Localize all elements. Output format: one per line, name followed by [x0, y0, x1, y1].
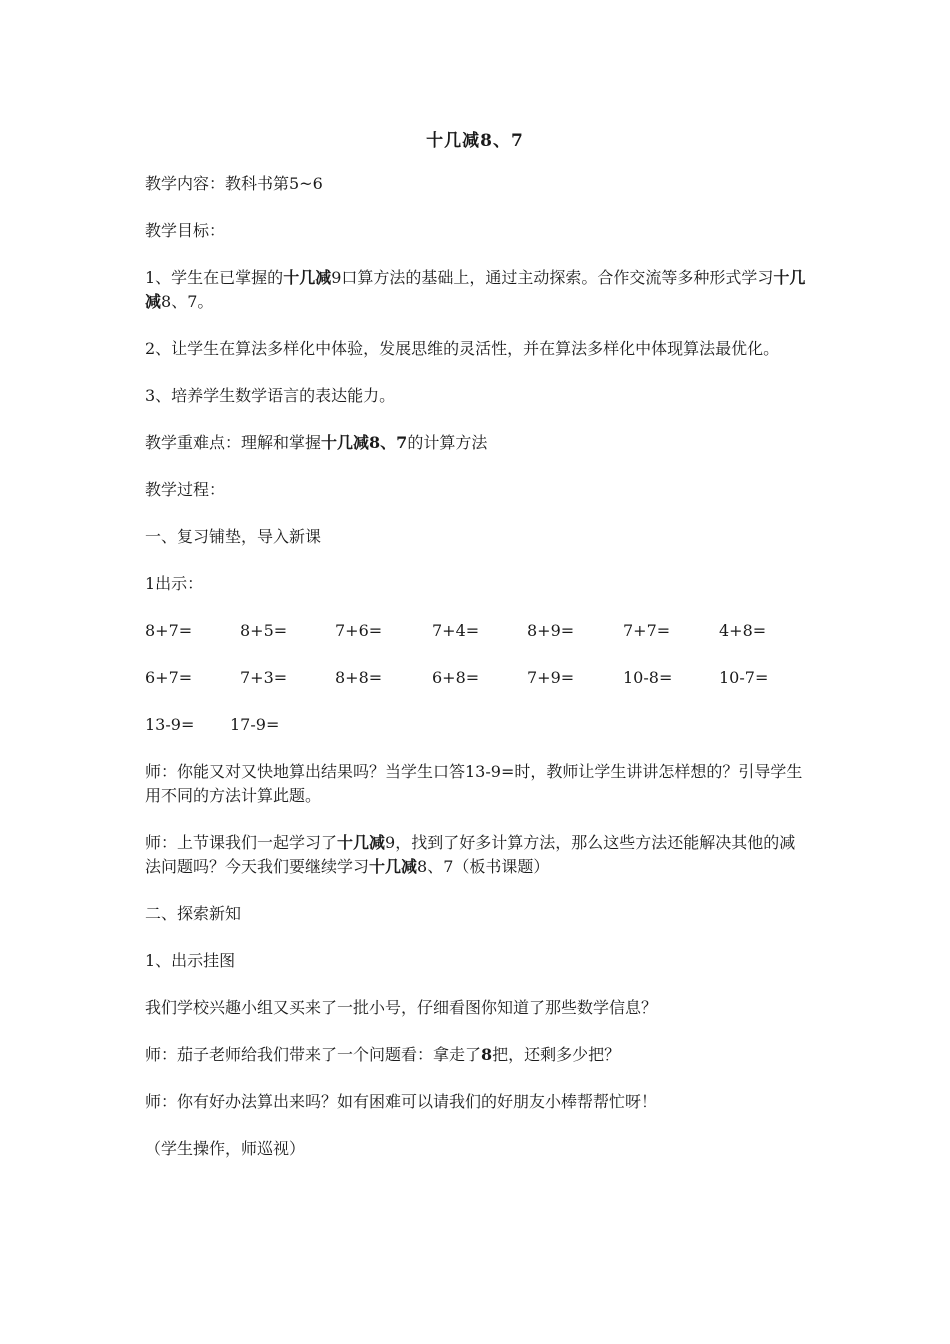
exercise: 7+7= — [623, 621, 671, 640]
section-2-heading: 二、探索新知 — [145, 904, 242, 923]
teacher-line-1: 师：你能又对又快地算出结果吗？当学生口答13-9=时，教师让学生讲讲怎样想的？引导学生用不同的方法计算此题。 — [145, 762, 803, 805]
question-1: 我们学校兴趣小组又买来了一批小号，仔细看图你知道了那些数学信息？ — [145, 998, 658, 1017]
key-points: 教学重难点：理解和掌握十几减8、7的计算方法 — [145, 433, 488, 452]
goal-2: 2、让学生在算法多样化中体验，发展思维的灵活性，并在算法多样化中体现算法最优化。 — [145, 339, 780, 358]
goal-1: 1、学生在已掌握的十几减9口算方法的基础上，通过主动探索。合作交流等多种形式学习十几减8、7。 — [145, 268, 806, 311]
step-1: 1、出示挂图 — [145, 951, 236, 970]
exercise: 8+7= — [145, 621, 193, 640]
exercise-row-1 — [145, 619, 810, 643]
exercise-row-2 — [145, 666, 810, 690]
exercise: 6+7= — [145, 668, 193, 687]
exercise: 10-7= — [719, 668, 769, 687]
exercise: 17-9= — [230, 715, 280, 734]
exercise: 4+8= — [719, 621, 767, 640]
content-line: 教学内容：教科书第5~6 — [145, 174, 323, 193]
exercise: 7+3= — [240, 668, 288, 687]
goal-3: 3、培养学生数学语言的表达能力。 — [145, 386, 396, 405]
exercise: 6+8= — [432, 668, 480, 687]
exercise: 8+9= — [527, 621, 575, 640]
document-body — [145, 172, 810, 1184]
activity-note: （学生操作，师巡视） — [145, 1139, 306, 1158]
exercise: 7+4= — [432, 621, 480, 640]
process-heading: 教学过程： — [145, 480, 226, 499]
show-line: 1出示： — [145, 574, 204, 593]
question-3: 师：你有好办法算出来吗？如有困难可以请我们的好朋友小棒帮帮忙呀！ — [145, 1092, 658, 1111]
exercise-row-3 — [145, 713, 810, 737]
exercise: 13-9= — [145, 715, 195, 734]
question-2: 师：茄子老师给我们带来了一个问题看：拿走了8把，还剩多少把？ — [145, 1045, 621, 1064]
exercise: 8+8= — [335, 668, 383, 687]
page-title: 十几减8、7 — [426, 131, 524, 151]
section-1-heading: 一、复习铺垫，导入新课 — [145, 527, 322, 546]
teacher-line-2: 师：上节课我们一起学习了十几减9，找到了好多计算方法，那么这些方法还能解决其他的减法问题吗？今天我们要继续学习十几减8、7（板书课题） — [145, 833, 796, 876]
exercise: 7+6= — [335, 621, 383, 640]
exercise: 7+9= — [527, 668, 575, 687]
exercise: 10-8= — [623, 668, 673, 687]
exercise: 8+5= — [240, 621, 288, 640]
goals-heading: 教学目标： — [145, 221, 226, 240]
